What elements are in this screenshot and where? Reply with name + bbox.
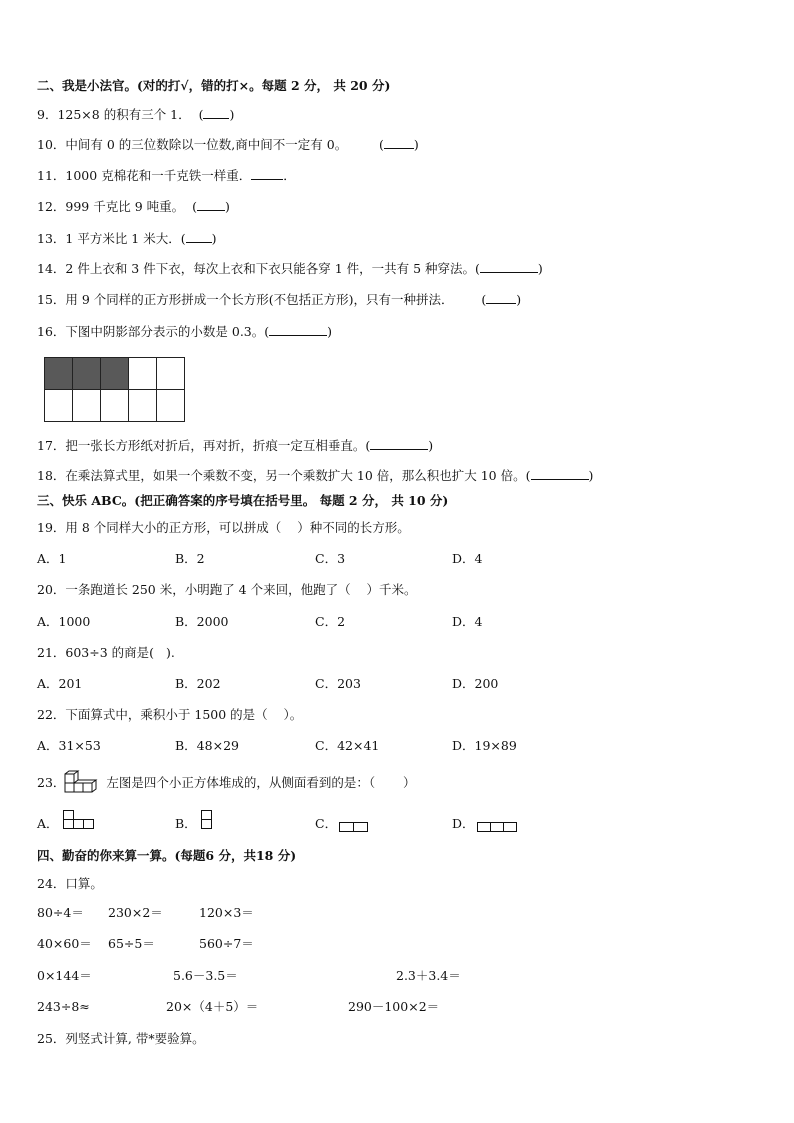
grid-cell-shaded [101,358,129,390]
answer-blank[interactable] [269,323,327,336]
square-icon [490,822,504,832]
option-d[interactable]: D．4 [452,614,483,629]
answer-blank[interactable] [480,260,538,273]
calc-item: 290－100×2＝ [348,999,440,1014]
option-c[interactable]: C．2 [315,614,346,629]
section-2-title: 二、我是小法官。(对的打√，错的打×。每题 2 分， 共 20 分) [37,78,391,93]
grid-cell [157,358,185,390]
cube-stack-figure [64,770,106,796]
option-b[interactable]: B．202 [175,676,221,691]
square-icon [477,822,491,832]
option-c[interactable]: C．203 [315,676,361,691]
answer-blank[interactable] [203,106,229,119]
question-23: 23． 左图是四个小正方体堆成的，从侧面看到的是：（ ） [37,775,416,790]
calc-item: 2.3＋3.4＝ [396,968,461,983]
question-10: 10．中间有 0 的三位数除以一位数,商中间不一定有 0。 ( ) [37,137,419,152]
option-c[interactable]: C． [315,816,338,831]
option-a[interactable]: A．1000 [37,614,91,629]
shaded-grid-figure [44,357,185,422]
question-11: 11．1000 克棉花和一千克铁一样重． ． [37,168,296,183]
question-22: 22．下面算式中，乘积小于 1500 的是（ ）。 [37,707,303,722]
option-d[interactable]: D．4 [452,551,483,566]
question-18: 18．在乘法算式里，如果一个乘数不变，另一个乘数扩大 10 倍，那么积也扩大 10 倍。( ) [37,468,594,483]
question-21: 21．603÷3 的商是( ). [37,645,175,660]
calc-item: 120×3＝ [199,905,254,920]
option-b[interactable]: B．2 [175,551,205,566]
option-b[interactable]: B．2000 [175,614,229,629]
answer-blank[interactable] [486,291,516,304]
question-12: 12．999 千克比 9 吨重。 ( ) [37,199,230,214]
option-c[interactable]: C．3 [315,551,346,566]
question-15: 15．用 9 个同样的正方形拼成一个长方形(不包括正方形)，只有一种拼法． ( ) [37,292,522,307]
option-b[interactable]: B．48×29 [175,738,239,753]
view-d-figure [477,818,517,833]
view-b-figure [201,806,212,830]
option-a[interactable]: A．31×53 [37,738,101,753]
square-icon [339,822,354,832]
grid-cell-shaded [73,358,101,390]
calc-item: 560÷7＝ [199,936,254,951]
question-14: 14．2 件上衣和 3 件下衣，每次上衣和下衣只能各穿 1 件，一共有 5 种穿法。( ) [37,261,543,276]
square-icon [83,819,94,829]
square-icon [201,819,212,829]
section-3-title: 三、快乐 ABC。(把正确答案的序号填在括号里。 每题 2 分， 共 10 分) [37,493,449,508]
question-20: 20．一条跑道长 250 米，小明跑了 4 个来回，他跑了（ ）千米。 [37,582,417,597]
calc-item: 5.6－3.5＝ [173,968,238,983]
option-b[interactable]: B． [175,816,197,831]
option-d[interactable]: D．200 [452,676,499,691]
option-a[interactable]: A． [37,816,59,831]
option-d[interactable]: D．19×89 [452,738,517,753]
option-a[interactable]: A．1 [37,551,67,566]
answer-blank[interactable] [384,136,414,149]
grid-cell [129,358,157,390]
calc-item: 65÷5＝ [108,936,155,951]
grid-cell [157,390,185,422]
calc-item: 80÷4＝ [37,905,84,920]
answer-blank[interactable] [197,198,225,211]
question-9: 9．125×8 的积有三个 1． ( ) [37,107,235,122]
section-4-title: 四、勤奋的你来算一算。(每题6 分，共18 分) [37,848,297,863]
grid-cell [45,390,73,422]
question-25: 25．列竖式计算, 带*要验算。 [37,1031,205,1046]
grid-cell-shaded [45,358,73,390]
square-icon [353,822,368,832]
answer-blank[interactable] [251,167,283,180]
cube-face [83,783,92,792]
grid-cell [129,390,157,422]
calc-item: 20×（4＋5）＝ [166,999,259,1014]
answer-blank[interactable] [370,437,428,450]
answer-blank[interactable] [186,230,212,243]
calc-item: 40×60＝ [37,936,92,951]
question-24: 24．口算。 [37,876,103,891]
calc-item: 0×144＝ [37,968,92,983]
cube-face [65,783,74,792]
cube-face [74,783,83,792]
option-a[interactable]: A．201 [37,676,83,691]
grid-cell [73,390,101,422]
calc-item: 243÷8≈ [37,999,90,1014]
view-c-figure [339,818,368,833]
question-13: 13．1 平方米比 1 米大．( ) [37,231,217,246]
option-c[interactable]: C．42×41 [315,738,380,753]
calc-item: 230×2＝ [108,905,163,920]
cube-face [65,774,74,783]
square-icon [503,822,517,832]
option-d[interactable]: D． [452,816,475,831]
answer-blank[interactable] [531,467,589,480]
question-19: 19．用 8 个同样大小的正方形，可以拼成（ ）种不同的长方形。 [37,520,410,535]
grid-cell [101,390,129,422]
view-a-figure [63,806,94,830]
question-17: 17．把一张长方形纸对折后，再对折，折痕一定互相垂直。( ) [37,438,434,453]
question-16: 16．下图中阴影部分表示的小数是 0.3。( ) [37,324,333,339]
